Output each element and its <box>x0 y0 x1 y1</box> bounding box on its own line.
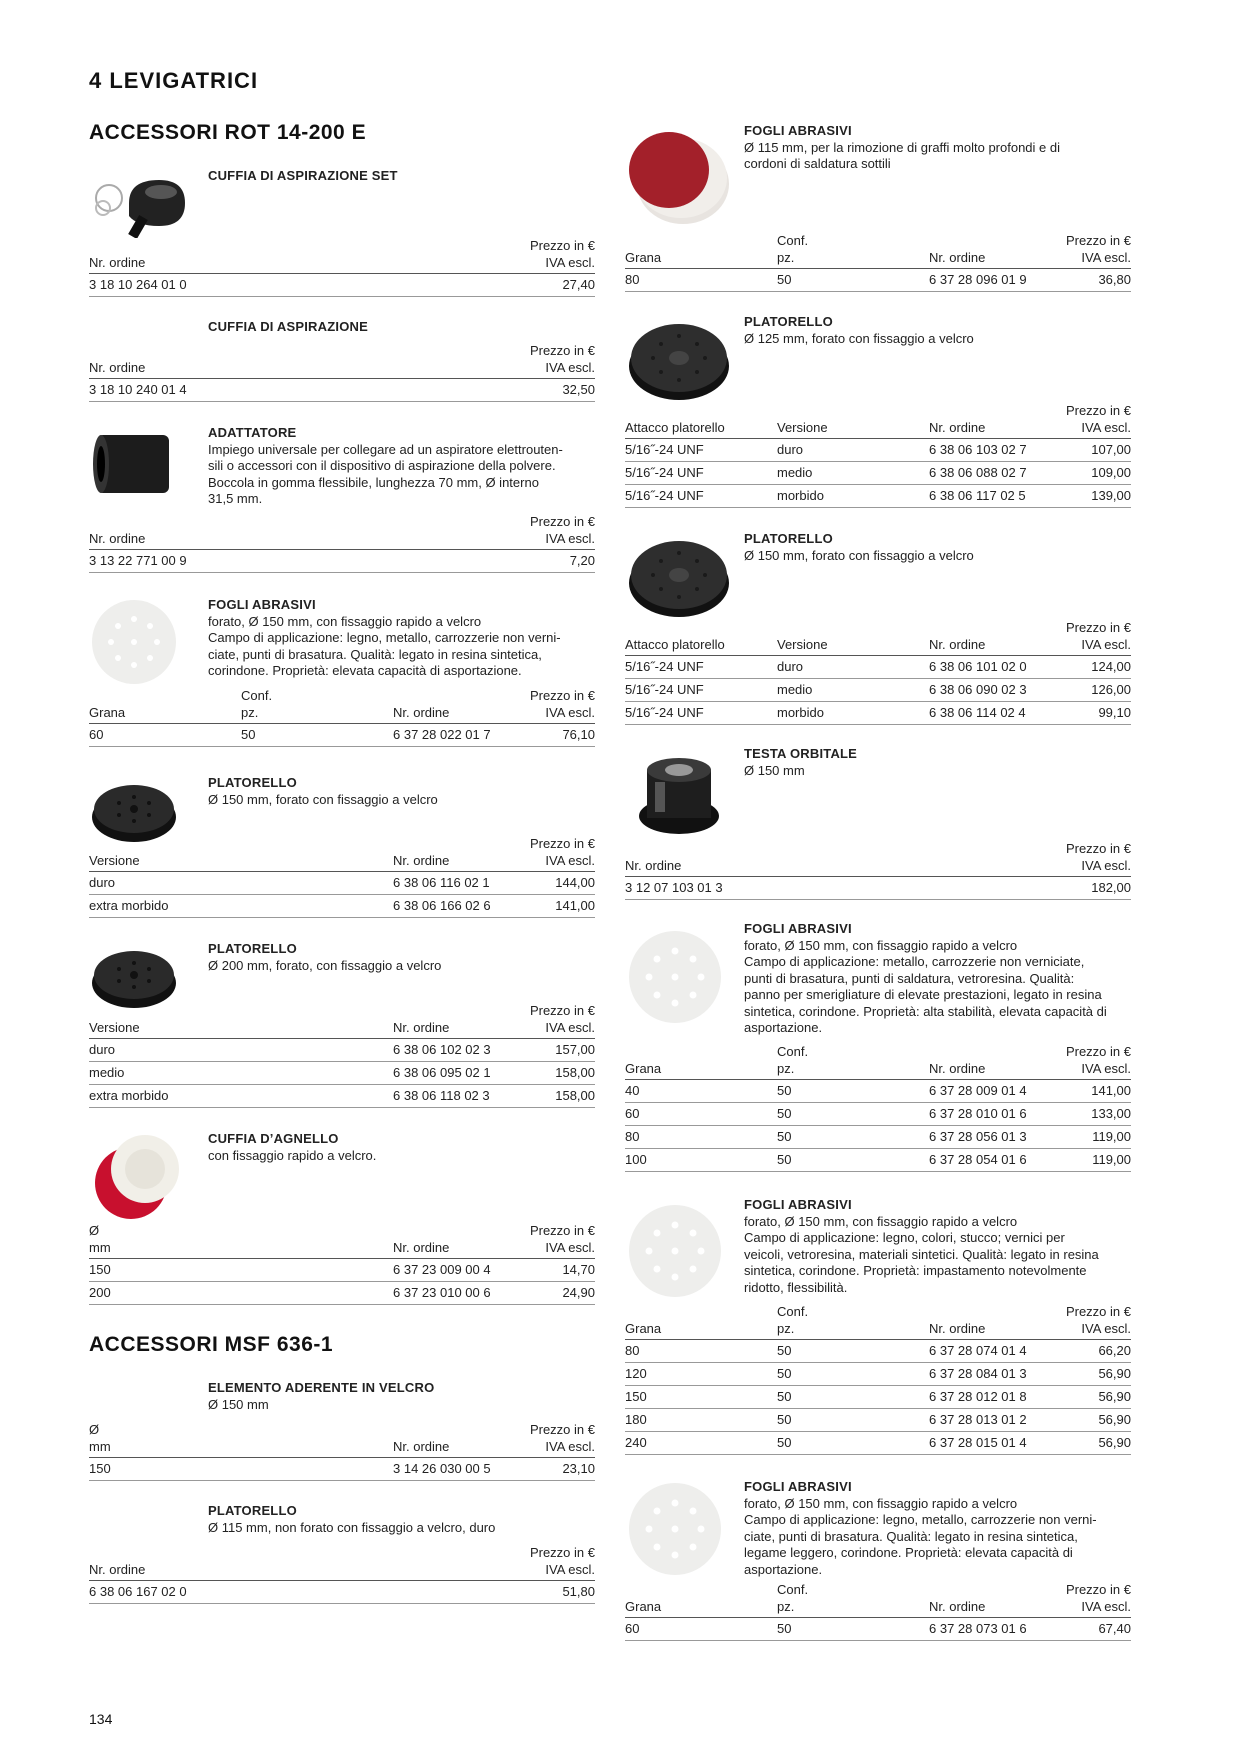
order-table <box>625 1582 1131 1641</box>
table-header <box>625 1044 1131 1080</box>
product-desc-line: panno per smerigliature di elevate prestazioni, legato in resina <box>744 987 1102 1002</box>
table-row: 150 6 37 23 009 00 4 14,70 <box>89 1259 595 1282</box>
col-versione: Versione <box>777 620 929 656</box>
product-desc-line: veicoli, vetroresina, materiali sintetici. Qualità: legato in resina <box>744 1246 1099 1262</box>
col-grana: Grana <box>625 233 777 269</box>
col-price: Prezzo in € IVA escl. <box>514 688 595 724</box>
product-desc-line: ridotto, flessibilità. <box>744 1279 848 1295</box>
product-title: PLATORELLO <box>208 1503 297 1518</box>
col-versione: Versione <box>777 403 929 439</box>
sanding-disc-image <box>625 1479 733 1569</box>
product-title: PLATORELLO <box>744 314 833 329</box>
table-header <box>89 836 595 872</box>
product-desc-line: Ø 200 mm, forato, con fissaggio a velcro <box>208 957 442 973</box>
table-row: 240 50 6 37 28 015 01 4 56,90 <box>625 1432 1131 1455</box>
col-price: Prezzo in € IVA escl. <box>514 1223 595 1259</box>
product-desc-line: legame leggero, corindone. Proprietà: elevata capacità di <box>744 1545 1073 1560</box>
table-row: 80 50 6 37 28 074 01 4 66,20 <box>625 1340 1131 1363</box>
col-nr: Nr. ordine <box>929 1582 1050 1618</box>
order-table <box>625 1304 1131 1455</box>
col-nr: Nr. ordine <box>393 1003 514 1039</box>
table-row: 120 50 6 37 28 084 01 3 56,90 <box>625 1363 1131 1386</box>
orbital-head-image <box>625 746 733 842</box>
order-table <box>89 514 595 573</box>
product-desc-line: Campo di applicazione: legno, metallo, carrozzerie non verni- <box>744 1512 1097 1527</box>
product-title: FOGLI ABRASIVI <box>744 921 852 936</box>
col-versione: Versione <box>89 1003 393 1039</box>
product-platorello-115 <box>89 1503 595 1599</box>
product-adattatore <box>89 425 595 568</box>
col-price: Prezzo in € IVA escl. <box>1050 1044 1131 1080</box>
table-row: 40 50 6 37 28 009 01 4 141,00 <box>625 1080 1131 1103</box>
col-nr: Nr. ordine <box>393 1223 514 1259</box>
lambswool-pad-image <box>89 1131 197 1221</box>
product-fogli-abrasivi-metallo <box>625 921 1131 1167</box>
col-price: Prezzo in € IVA escl. <box>514 1003 595 1039</box>
adapter-image <box>89 427 197 517</box>
product-title: CUFFIA DI ASPIRAZIONE SET <box>208 168 398 183</box>
backing-pad-image <box>625 531 733 621</box>
product-desc-line: asportazione. <box>744 1020 823 1035</box>
product-title: PLATORELLO <box>208 775 297 790</box>
table-row: 3 18 10 264 01 0 27,40 <box>89 274 595 297</box>
col-nr: Nr. ordine <box>929 1304 1050 1340</box>
table-row: extra morbido 6 38 06 118 02 3 158,00 <box>89 1085 595 1108</box>
table-row: 5/16˝-24 UNF medio 6 38 06 088 02 7 109,00 <box>625 462 1131 485</box>
table-header <box>625 1582 1131 1618</box>
product-desc-line: Campo di applicazione: legno, colori, stucco; vernici per <box>744 1230 1065 1245</box>
col-nr: Nr. ordine <box>393 1422 514 1458</box>
product-desc-line: Ø 150 mm <box>208 1396 269 1412</box>
table-header <box>89 1223 595 1259</box>
table-row: duro 6 38 06 102 02 3 157,00 <box>89 1039 595 1062</box>
col-conf: Conf. pz. <box>241 688 393 724</box>
product-desc-line: Ø 115 mm, non forato con fissaggio a velcro, duro <box>208 1519 496 1535</box>
backing-pad-image <box>625 314 733 404</box>
sanding-disc-image <box>625 1201 733 1291</box>
table-row: 5/16˝-24 UNF duro 6 38 06 101 02 0 124,00 <box>625 656 1131 679</box>
col-grana: Grana <box>625 1582 777 1618</box>
product-title: TESTA ORBITALE <box>744 746 858 761</box>
product-desc-line: Boccola in gomma flessibile, lunghezza 70 mm, Ø interno <box>208 474 539 490</box>
section-title-msf: ACCESSORI MSF 636-1 <box>89 1333 334 1356</box>
table-header <box>89 238 595 274</box>
col-nr: Nr. ordine <box>929 233 1050 269</box>
table-header <box>89 1003 595 1039</box>
product-platorello-125 <box>625 314 1131 503</box>
chapter-heading: 4 LEVIGATRICI <box>89 68 259 93</box>
product-desc-line: punti di brasatura, punti di saldatura, vetroresina. Qualità: <box>744 970 1075 986</box>
order-table <box>89 836 595 918</box>
product-title: FOGLI ABRASIVI <box>744 1197 852 1212</box>
col-nr: Nr. ordine <box>929 1044 1050 1080</box>
table-row: 60 50 6 37 28 010 01 6 133,00 <box>625 1103 1131 1126</box>
order-table <box>89 1003 595 1108</box>
col-nr: Nr. ordine <box>89 343 393 379</box>
col-conf: Conf. pz. <box>777 233 929 269</box>
table-row: 100 50 6 37 28 054 01 6 119,00 <box>625 1149 1131 1172</box>
table-row: 5/16˝-24 UNF medio 6 38 06 090 02 3 126,00 <box>625 679 1131 702</box>
product-title: CUFFIA DI ASPIRAZIONE <box>208 319 368 334</box>
col-price: Prezzo in € IVA escl. <box>393 343 595 379</box>
table-header <box>89 343 595 379</box>
product-cuffia-aspirazione-set <box>89 168 595 292</box>
sanding-disc-image <box>89 597 197 687</box>
table-header <box>625 403 1131 439</box>
product-platorello-150 <box>89 775 595 913</box>
col-nr: Nr. ordine <box>393 836 514 872</box>
table-header <box>625 1304 1131 1340</box>
order-table <box>625 403 1131 508</box>
product-platorello-150-r <box>625 531 1131 720</box>
product-title: FOGLI ABRASIVI <box>208 597 316 612</box>
table-row: 6 38 06 167 02 0 51,80 <box>89 1581 595 1604</box>
col-attacco: Attacco platorello <box>625 403 777 439</box>
col-price: Prezzo in € IVA escl. <box>514 1422 595 1458</box>
product-desc-line: sili o accessori con il dispositivo di aspirazione della polvere. <box>208 458 556 473</box>
product-title: ADATTATORE <box>208 425 297 440</box>
product-cuffia-aspirazione <box>89 319 595 397</box>
product-desc-line: Ø 150 mm <box>744 762 805 778</box>
product-desc-line: ciate, punti di brasatura. Qualità: legato in resina sintetica, <box>744 1528 1078 1544</box>
product-desc-line: Impiego universale per collegare ad un aspiratore elettrouten- <box>208 441 563 457</box>
table-row: 3 12 07 103 01 3 182,00 <box>625 877 1131 900</box>
product-title: FOGLI ABRASIVI <box>744 123 852 138</box>
product-desc-line: forato, Ø 150 mm, con fissaggio rapido a velcro <box>744 1495 1018 1511</box>
col-price: Prezzo in € IVA escl. <box>1050 233 1131 269</box>
col-nr: Nr. ordine <box>393 688 514 724</box>
col-price: Prezzo in € IVA escl. <box>393 238 595 274</box>
col-price: Prezzo in € IVA escl. <box>1050 1582 1131 1618</box>
table-header <box>625 233 1131 269</box>
order-table <box>625 233 1131 292</box>
product-desc-line: ciate, punti di brasatura. Qualità: legato in resina sintetica, <box>208 646 542 662</box>
table-header <box>89 1422 595 1458</box>
table-row: 200 6 37 23 010 00 6 24,90 <box>89 1282 595 1305</box>
product-desc-line: Ø 125 mm, forato con fissaggio a velcro <box>744 330 974 346</box>
abrasive-disc-stack-image <box>625 128 733 218</box>
product-fogli-abrasivi <box>89 597 595 742</box>
table-row: 5/16˝-24 UNF duro 6 38 06 103 02 7 107,00 <box>625 439 1131 462</box>
product-title: FOGLI ABRASIVI <box>744 1479 852 1494</box>
product-title: ELEMENTO ADERENTE IN VELCRO <box>208 1380 435 1395</box>
col-nr: Nr. ordine <box>89 238 393 274</box>
product-elemento-velcro <box>89 1380 595 1476</box>
order-table <box>625 841 1131 900</box>
col-nr: Nr. ordine <box>929 620 1050 656</box>
col-price: Prezzo in € IVA escl. <box>1050 1304 1131 1340</box>
col-price: Prezzo in € IVA escl. <box>393 514 595 550</box>
product-testa-orbitale <box>625 746 1131 895</box>
col-price: Prezzo in € IVA escl. <box>514 836 595 872</box>
table-row: 5/16˝-24 UNF morbido 6 38 06 114 02 4 99,10 <box>625 702 1131 725</box>
product-platorello-200 <box>89 941 595 1103</box>
table-header <box>89 1545 595 1581</box>
product-title: CUFFIA D’AGNELLO <box>208 1131 339 1146</box>
product-desc-line: cordoni di saldatura sottili <box>744 156 891 171</box>
order-table <box>89 238 595 297</box>
order-table <box>89 1223 595 1305</box>
product-fogli-abrasivi-legno <box>625 1479 1131 1636</box>
col-nr: Nr. ordine <box>89 1545 393 1581</box>
table-row: 80 50 6 37 28 096 01 9 36,80 <box>625 269 1131 292</box>
col-grana: Grana <box>625 1304 777 1340</box>
table-row: extra morbido 6 38 06 166 02 6 141,00 <box>89 895 595 918</box>
product-cuffia-agnello <box>89 1131 595 1300</box>
table-row: 150 50 6 37 28 012 01 8 56,90 <box>625 1386 1131 1409</box>
order-table <box>89 343 595 402</box>
table-header <box>89 688 595 724</box>
table-header <box>625 620 1131 656</box>
col-price: Prezzo in € IVA escl. <box>1050 620 1131 656</box>
table-row: 3 18 10 240 01 4 32,50 <box>89 379 595 402</box>
col-nr: Nr. ordine <box>625 841 929 877</box>
table-row: 60 50 6 37 28 022 01 7 76,10 <box>89 724 595 747</box>
product-desc-line: sintetica, corindone. Proprietà: impastamento notevolmente <box>744 1263 1087 1278</box>
table-row: 150 3 14 26 030 00 5 23,10 <box>89 1458 595 1481</box>
product-desc-line: Ø 115 mm, per la rimozione di graffi molto profondi e di <box>744 139 1060 155</box>
sanding-disc-image <box>625 927 733 1017</box>
product-desc-line: 31,5 mm. <box>208 491 263 506</box>
col-conf: Conf. pz. <box>777 1304 929 1340</box>
product-fogli-abrasivi-colori <box>625 1197 1131 1450</box>
table-row: 5/16˝-24 UNF morbido 6 38 06 117 02 5 139,00 <box>625 485 1131 508</box>
table-row: 80 50 6 37 28 056 01 3 119,00 <box>625 1126 1131 1149</box>
product-desc-line: Campo di applicazione: metallo, carrozzerie non verniciate, <box>744 954 1085 969</box>
product-desc-line: asportazione. <box>744 1561 823 1577</box>
col-versione: Versione <box>89 836 393 872</box>
col-grana: Grana <box>625 1044 777 1080</box>
product-desc-line: Ø 150 mm, forato con fissaggio a velcro <box>208 791 438 807</box>
order-table <box>625 1044 1131 1172</box>
col-attacco: Attacco platorello <box>625 620 777 656</box>
col-grana: Grana <box>89 688 241 724</box>
col-nr: Nr. ordine <box>929 403 1050 439</box>
table-row: duro 6 38 06 116 02 1 144,00 <box>89 872 595 895</box>
col-diameter: Ø mm <box>89 1223 393 1259</box>
product-desc-line: corindone. Proprietà: elevata capacità di asportazione. <box>208 663 522 678</box>
product-desc-line: Campo di applicazione: legno, metallo, carrozzerie non verni- <box>208 630 561 645</box>
product-desc-line: forato, Ø 150 mm, con fissaggio rapido a velcro <box>744 1213 1018 1229</box>
order-table <box>89 1422 595 1481</box>
table-header <box>625 841 1131 877</box>
col-price: Prezzo in € IVA escl. <box>1050 403 1131 439</box>
order-table <box>89 688 595 747</box>
page-number: 134 <box>89 1711 113 1727</box>
section-title-rot: ACCESSORI ROT 14-200 E <box>89 121 367 144</box>
table-row: 180 50 6 37 28 013 01 2 56,90 <box>625 1409 1131 1432</box>
order-table <box>89 1545 595 1604</box>
col-conf: Conf. pz. <box>777 1044 929 1080</box>
product-desc-line: Ø 150 mm, forato con fissaggio a velcro <box>744 547 974 563</box>
product-desc-line: forato, Ø 150 mm, con fissaggio rapido a velcro <box>208 613 482 629</box>
col-conf: Conf. pz. <box>777 1582 929 1618</box>
table-header <box>89 514 595 550</box>
product-desc-line: sintetica, corindone. Proprietà: alta stabilità, elevata capacità di <box>744 1003 1107 1019</box>
col-nr: Nr. ordine <box>89 514 393 550</box>
table-row: 3 13 22 771 00 9 7,20 <box>89 550 595 573</box>
table-row: medio 6 38 06 095 02 1 158,00 <box>89 1062 595 1085</box>
order-table <box>625 620 1131 725</box>
table-row: 60 50 6 37 28 073 01 6 67,40 <box>625 1618 1131 1641</box>
product-fogli-abrasivi-115 <box>625 123 1131 287</box>
product-desc-line: forato, Ø 150 mm, con fissaggio rapido a velcro <box>744 937 1018 953</box>
col-price: Prezzo in € IVA escl. <box>929 841 1131 877</box>
col-diameter: Ø mm <box>89 1422 393 1458</box>
product-title: PLATORELLO <box>208 941 297 956</box>
product-desc-line: con fissaggio rapido a velcro. <box>208 1147 377 1163</box>
col-price: Prezzo in € IVA escl. <box>393 1545 595 1581</box>
product-title: PLATORELLO <box>744 531 833 546</box>
